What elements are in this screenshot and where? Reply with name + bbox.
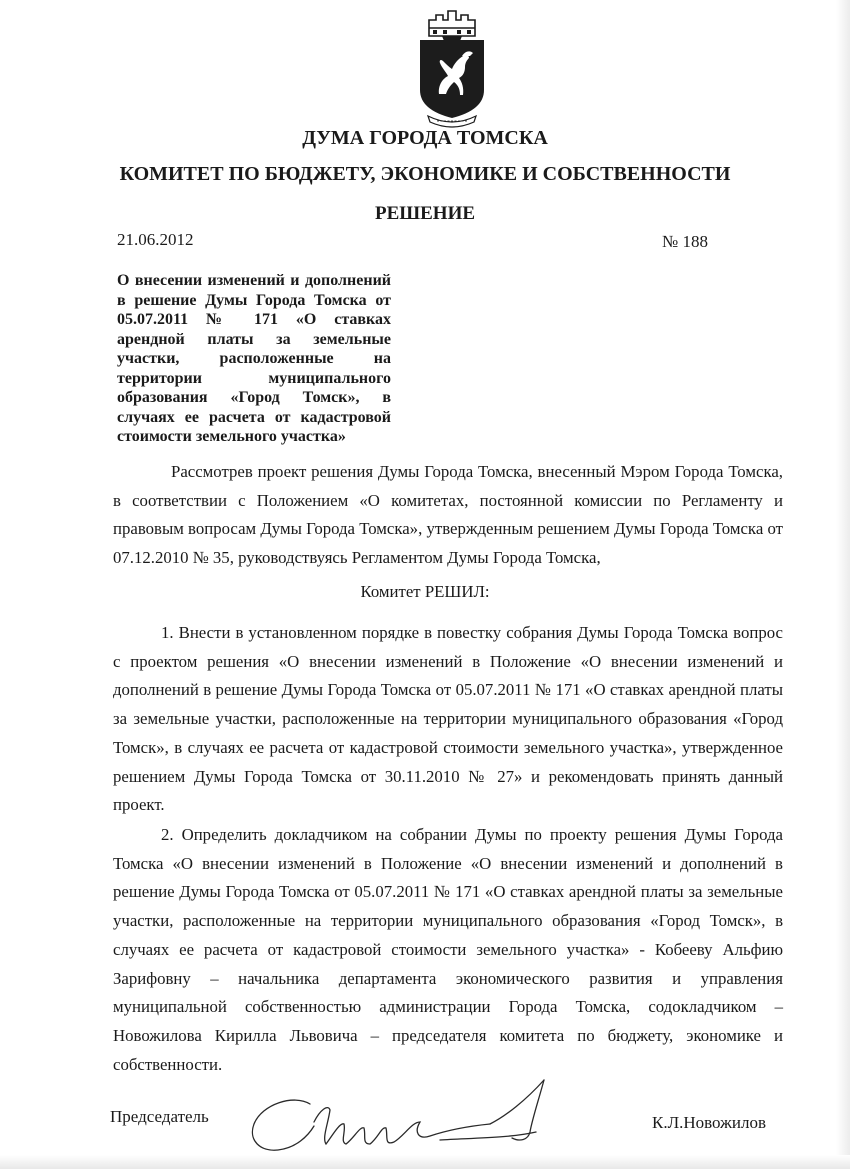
signatory-title: Председатель (110, 1107, 209, 1126)
signatory-name: К.Л.Новожилов (652, 1113, 766, 1132)
intro-paragraph (113, 458, 783, 573)
decision-item (113, 619, 783, 820)
decision-item (113, 821, 783, 1079)
document-type: РЕШЕНИЕ (374, 203, 476, 224)
signature-icon (244, 1066, 574, 1166)
organization-title: ДУМА ГОРОДА ТОМСКА (302, 127, 548, 149)
decision-item-text: 2. Определить докладчиком на собрании Думы по проекту решения Думы Города Томска «О внесении изменений в Положение «О внесении изменений и дополнений в решение Думы Города Томска от 05.07.2011 № 171 «О ставках арендной платы за земельные участки, расположенные на территории муниципального образования «Город Томск», в случаях ее расчета от кадастровой стоимости земельного участка» - Кобееву Альфию Зарифовну – начальника департамента экономического развития и управления муниципальной собственностью администрации Города Томска, содокладчиком – Новожилова Кирилла Львовича – председателя комитета по бюджету, экономике и собственности. (113, 825, 783, 1074)
resolved-heading: Комитет РЕШИЛ: (360, 582, 490, 601)
decision-item-text: 1. Внести в установленном порядке в повестку собрания Думы Города Томска вопрос с проектом решения «О внесении изменений в Положение «О внесении изменений и дополнений в решение Думы Города Томска от 05.07.2011 № 171 «О ставках арендной платы за земельные участки, расположенные на территории муниципального образования «Город Томск», в случаях ее расчета от кадастровой стоимости земельного участка», утвержденное решением Думы Города Томска от 30.11.2010 № 27» и рекомендовать принять данный проект. (113, 623, 783, 815)
intro-text: Рассмотрев проект решения Думы Города Томска, внесенный Мэром Города Томска, в соответствии с Положением «О комитетах, постоянной комиссии по Регламенту и правовым вопросам Думы Города Томска», утвержденным решением Думы Города Томска от 07.12.2010 № 35, руководствуясь Регламентом Думы Города Томска, (113, 462, 783, 568)
document-number: № 188 (662, 232, 708, 251)
document-date: 21.06.2012 (117, 230, 194, 249)
document-subject: О внесении изменений и дополнений в решение Думы Города Томска от 05.07.2011 № 171 «О ставках арендной платы за земельные участки, расположенные на территории муниципального образования «Город Томск», в случаях ее расчета от кадастровой стоимости земельного участка» (117, 272, 391, 445)
coat-of-arms-icon (412, 6, 492, 130)
committee-title: КОМИТЕТ ПО БЮДЖЕТУ, ЭКОНОМИКЕ И СОБСТВЕННОСТИ (119, 163, 731, 185)
